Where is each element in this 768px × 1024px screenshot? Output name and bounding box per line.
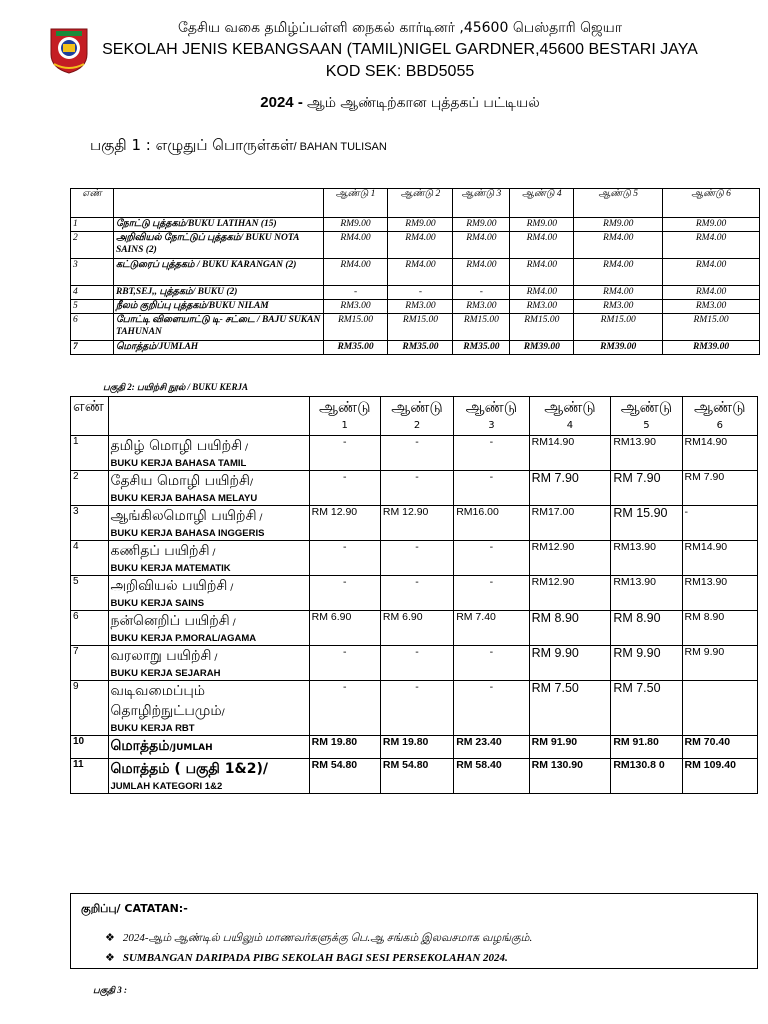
price-cell: RM14.90: [682, 541, 757, 576]
year-word: ஆண்டு: [465, 398, 518, 416]
price-cell: RM14.90: [529, 436, 611, 471]
title-year: 2024 -: [260, 94, 307, 111]
item-name-ta-text: தமிழ் மொழி பயிற்சி: [110, 438, 243, 454]
price-cell: RM 109.40: [682, 759, 757, 794]
price-cell: -: [380, 681, 453, 736]
table-row: [71, 576, 758, 611]
part1-header-cell: [113, 189, 323, 218]
price-cell: RM3.00: [510, 300, 574, 314]
part2-header-row: [71, 397, 758, 436]
item-name: நீலம் குறிப்பு புத்தகம்/BUKU NILAM: [113, 300, 323, 314]
year-header: [529, 397, 611, 436]
price-cell: -: [454, 646, 529, 681]
price-cell: RM 8.90: [529, 611, 611, 646]
part1-header-cell: எண்: [71, 189, 114, 218]
price-cell: RM 130.90: [529, 759, 611, 794]
item-name-ms: BUKU KERJA RBT: [110, 723, 195, 734]
price-cell: RM 91.90: [529, 736, 611, 759]
item-name-ta: [111, 759, 307, 781]
item-name-ms: BUKU KERJA BAHASA INGGERIS: [110, 528, 265, 539]
price-cell: RM 6.90: [380, 611, 453, 646]
table-row: [71, 436, 758, 471]
price-cell: RM 7.50: [611, 681, 682, 736]
price-cell: RM9.00: [574, 218, 663, 232]
note-bullet-2: [105, 951, 508, 964]
price-cell: RM13.90: [611, 436, 682, 471]
year-number: 6: [716, 420, 723, 431]
item-name: நோட்டு புத்தகம்/BUKU LATIHAN (15): [113, 218, 323, 232]
price-cell: RM4.00: [323, 259, 388, 286]
price-cell: RM 9.90: [529, 646, 611, 681]
price-cell: RM17.00: [529, 506, 611, 541]
item-name: [108, 736, 309, 759]
item-name-ta-text: ஆங்கிலமொழி பயிற்சி: [110, 508, 257, 524]
year-header: [682, 397, 757, 436]
note-heading: குறிப்பு/ CATATAN:-: [81, 902, 188, 915]
price-cell: RM4.00: [574, 286, 663, 300]
price-cell: -: [309, 681, 380, 736]
price-cell: -: [454, 471, 529, 506]
table-row: [71, 646, 758, 681]
table-row: [71, 259, 760, 286]
year-word: ஆண்டு: [391, 398, 443, 416]
part2-table: [70, 396, 758, 794]
part1-header-row: [71, 189, 760, 218]
price-cell: RM4.00: [663, 259, 760, 286]
part2-label: பகுதி 2: பயிற்சி நூல் / BUKU KERJA: [103, 382, 249, 392]
price-cell: RM3.00: [323, 300, 388, 314]
price-cell: RM14.90: [682, 436, 757, 471]
row-number: 2: [71, 471, 109, 506]
item-name-slash: /JUMLAH: [169, 743, 213, 753]
item-name-ta-text: மொத்தம்: [110, 738, 170, 754]
item-name-ta: [111, 541, 307, 563]
item-name-slash: /: [242, 443, 249, 453]
item-name-ta: [111, 436, 307, 458]
table-row: [71, 341, 760, 355]
price-cell: RM39.00: [663, 341, 760, 355]
note-bullet-1-text: 2024-ஆம் ஆண்டில் பயிலும் மாணவர்களுக்கு பெ.ஆ சங்கம் இலவசமாக வழங்கும்.: [122, 932, 533, 944]
table-row: [71, 300, 760, 314]
price-cell: RM9.00: [453, 218, 510, 232]
item-name-ta-text: வரலாறு பயிற்சி: [110, 648, 212, 664]
price-cell: RM 9.90: [611, 646, 682, 681]
year-number: 4: [566, 420, 574, 431]
price-cell: RM 7.90: [682, 471, 757, 506]
part1-header-cell: ஆண்டு 1: [323, 189, 388, 218]
item-name: [108, 436, 309, 471]
price-cell: RM 19.80: [309, 736, 380, 759]
row-number: 9: [71, 681, 109, 736]
price-cell: RM13.90: [611, 541, 682, 576]
item-name-ms: BUKU KERJA SAINS: [110, 598, 205, 609]
price-cell: RM4.00: [388, 232, 453, 259]
table-row: [71, 314, 760, 341]
table-row: [71, 286, 760, 300]
price-cell: RM3.00: [574, 300, 663, 314]
table-row: [71, 681, 758, 736]
table-row: [71, 218, 760, 232]
item-name-ta: [111, 681, 307, 723]
price-cell: RM13.90: [611, 576, 682, 611]
price-cell: RM 12.90: [309, 506, 380, 541]
part1-table: [70, 188, 760, 355]
table-row: [71, 759, 758, 794]
price-cell: RM 6.90: [309, 611, 380, 646]
price-cell: RM9.00: [323, 218, 388, 232]
price-cell: RM 23.40: [454, 736, 529, 759]
item-name-ms: BUKU KERJA P.MORAL/AGAMA: [110, 633, 257, 644]
price-cell: -: [323, 286, 388, 300]
row-number: 11: [71, 759, 109, 794]
price-cell: -: [380, 646, 453, 681]
item-name-ta: [111, 576, 307, 598]
item-name-ta-text: வடிவமைப்பும் தொழிற்நுட்பமும்: [110, 683, 222, 719]
row-number: 3: [71, 506, 109, 541]
price-cell: RM39.00: [574, 341, 663, 355]
price-cell: RM 54.80: [309, 759, 380, 794]
item-name: [108, 506, 309, 541]
price-cell: RM4.00: [510, 259, 574, 286]
year-number: 3: [488, 420, 495, 431]
item-header: [108, 397, 309, 436]
price-cell: RM15.00: [574, 314, 663, 341]
table-row: [71, 541, 758, 576]
price-cell: RM16.00: [454, 506, 529, 541]
price-cell: -: [453, 286, 510, 300]
year-word: ஆண்டு: [319, 398, 371, 416]
price-cell: -: [682, 506, 757, 541]
price-cell: RM4.00: [574, 259, 663, 286]
price-cell: -: [380, 436, 453, 471]
item-name-ta: [111, 611, 307, 633]
row-number: 3: [71, 259, 114, 286]
price-cell: [682, 681, 757, 736]
price-cell: -: [454, 436, 529, 471]
row-number: 7: [71, 646, 109, 681]
part3-label: பகுதி 3 :: [93, 985, 128, 995]
price-cell: RM3.00: [663, 300, 760, 314]
item-name-ms: BUKU KERJA BAHASA MELAYU: [110, 493, 258, 504]
table-row: [71, 471, 758, 506]
item-name-slash: /: [227, 583, 234, 593]
part1-header-cell: ஆண்டு 6: [663, 189, 760, 218]
diamond-bullet-icon: ❖: [105, 931, 115, 944]
part1-header-cell: ஆண்டு 5: [574, 189, 663, 218]
price-cell: RM15.00: [323, 314, 388, 341]
item-name-slash: /: [211, 653, 218, 663]
year-word: ஆண்டு: [620, 398, 673, 416]
row-number: 7: [71, 341, 114, 355]
price-cell: -: [309, 436, 380, 471]
number-header: எண்: [71, 397, 109, 436]
price-cell: RM15.00: [663, 314, 760, 341]
item-name-ms: JUMLAH KATEGORI 1&2: [110, 781, 223, 792]
row-number: 2: [71, 232, 114, 259]
price-cell: RM 54.80: [380, 759, 453, 794]
price-cell: RM 8.90: [682, 611, 757, 646]
price-cell: RM4.00: [510, 232, 574, 259]
item-name: [108, 646, 309, 681]
row-number: 6: [71, 314, 114, 341]
price-cell: RM4.00: [663, 232, 760, 259]
price-cell: RM9.00: [663, 218, 760, 232]
item-name-ms: BUKU KERJA SEJARAH: [110, 668, 221, 679]
item-name: [108, 541, 309, 576]
item-name-slash: /: [229, 618, 236, 628]
price-cell: RM3.00: [453, 300, 510, 314]
item-name-ta-text: நன்னெறிப் பயிற்சி: [110, 613, 230, 629]
item-name-ta: [111, 471, 307, 493]
item-name: [108, 611, 309, 646]
price-cell: RM39.00: [510, 341, 574, 355]
price-cell: -: [309, 541, 380, 576]
item-name: [108, 759, 309, 794]
price-cell: RM4.00: [453, 259, 510, 286]
item-name-slash: /: [209, 548, 216, 558]
price-cell: RM15.00: [510, 314, 574, 341]
item-name: போட்டி விளையாட்டு டி- சட்டை / BAJU SUKAN TAHUNAN: [113, 314, 323, 341]
price-cell: RM13.90: [682, 576, 757, 611]
item-name: கட்டுரைப் புத்தகம் / BUKU KARANGAN (2): [113, 259, 323, 286]
price-cell: -: [454, 541, 529, 576]
row-number: 6: [71, 611, 109, 646]
part1-header-cell: ஆண்டு 2: [388, 189, 453, 218]
school-logo: [48, 26, 90, 74]
row-number: 1: [71, 218, 114, 232]
row-number: 10: [71, 736, 109, 759]
price-cell: RM 8.90: [611, 611, 682, 646]
price-cell: RM 91.80: [611, 736, 682, 759]
price-cell: -: [380, 471, 453, 506]
price-cell: RM3.00: [388, 300, 453, 314]
year-header: [309, 397, 380, 436]
header-school-code: KOD SEK: BBD5055: [325, 63, 475, 80]
price-cell: -: [388, 286, 453, 300]
item-name: [108, 576, 309, 611]
price-cell: -: [309, 576, 380, 611]
price-cell: RM 7.90: [529, 471, 611, 506]
table-row: [71, 736, 758, 759]
price-cell: RM 7.40: [454, 611, 529, 646]
price-cell: RM 70.40: [682, 736, 757, 759]
row-number: 4: [71, 286, 114, 300]
price-cell: RM35.00: [388, 341, 453, 355]
header-tamil: தேசிய வகை தமிழ்ப்பள்ளி நைகல் கார்டினர் ,45600 பெஸ்தாரி ஜெயா: [177, 20, 623, 36]
price-cell: RM4.00: [510, 286, 574, 300]
year-header: [611, 397, 682, 436]
price-cell: RM4.00: [453, 232, 510, 259]
item-name-slash: /: [221, 708, 225, 718]
header-school-name: SEKOLAH JENIS KEBANGSAAN (TAMIL)NIGEL GARDNER,45600 BESTARI JAYA: [102, 41, 698, 58]
item-name-ta-text: அறிவியல் பயிற்சி: [110, 578, 228, 594]
item-name-ms: BUKU KERJA MATEMATIK: [110, 563, 231, 574]
year-header: [380, 397, 453, 436]
item-name: RBT,SEJ,, புத்தகம்/ BUKU (2): [113, 286, 323, 300]
price-cell: -: [454, 681, 529, 736]
price-cell: RM 15.90: [611, 506, 682, 541]
part1-label-ta: பகுதி 1 : எழுதுப் பொருள்கள்: [90, 136, 294, 154]
price-cell: -: [309, 471, 380, 506]
item-name-slash: /: [249, 478, 254, 488]
price-cell: -: [454, 576, 529, 611]
row-number: 5: [71, 300, 114, 314]
part1-label: [90, 136, 387, 156]
price-cell: -: [309, 646, 380, 681]
title-text: ஆம் ஆண்டிற்கான புத்தகப் பட்டியல்: [306, 95, 540, 111]
item-name-ta-text: கணிதப் பயிற்சி: [110, 543, 210, 559]
year-word: ஆண்டு: [694, 398, 746, 416]
note-box: [70, 893, 758, 969]
price-cell: RM35.00: [323, 341, 388, 355]
table-row: [71, 506, 758, 541]
item-name: மொத்தம்/JUMLAH: [113, 341, 323, 355]
price-cell: RM9.00: [510, 218, 574, 232]
price-cell: RM4.00: [663, 286, 760, 300]
item-name-ta: [111, 736, 307, 758]
item-name-ta-text: மொத்தம் ( பகுதி 1&2)/: [110, 761, 268, 777]
item-name: அறிவியல் நோட்டுப் புத்தகம்/ BUKU NOTA SAINS (2): [113, 232, 323, 259]
price-cell: -: [380, 576, 453, 611]
part1-label-ms: / BAHAN TULISAN: [293, 141, 387, 153]
year-word: ஆண்டு: [544, 398, 596, 416]
price-cell: RM130.8 0: [611, 759, 682, 794]
part1-header-cell: ஆண்டு 3: [453, 189, 510, 218]
diamond-bullet-icon: ❖: [105, 951, 115, 964]
price-cell: -: [380, 541, 453, 576]
note-bullet-1: [105, 931, 532, 946]
price-cell: RM 9.90: [682, 646, 757, 681]
price-cell: RM9.00: [388, 218, 453, 232]
item-name: [108, 471, 309, 506]
item-name-ms: BUKU KERJA BAHASA TAMIL: [110, 458, 247, 469]
table-row: [71, 232, 760, 259]
note-bullet-2-text: SUMBANGAN DARIPADA PIBG SEKOLAH BAGI SESI PERSEKOLAHAN 2024.: [122, 952, 508, 964]
price-cell: RM 12.90: [380, 506, 453, 541]
price-cell: RM4.00: [574, 232, 663, 259]
row-number: 5: [71, 576, 109, 611]
item-name: [108, 681, 309, 736]
price-cell: RM4.00: [323, 232, 388, 259]
price-cell: RM35.00: [453, 341, 510, 355]
year-number: 5: [643, 420, 650, 431]
part1-header-cell: ஆண்டு 4: [510, 189, 574, 218]
item-name-ta: [111, 646, 307, 668]
price-cell: RM 58.40: [454, 759, 529, 794]
price-cell: RM15.00: [453, 314, 510, 341]
item-name-ta: [111, 506, 307, 528]
price-cell: RM4.00: [388, 259, 453, 286]
price-cell: RM 7.50: [529, 681, 611, 736]
year-number: 1: [341, 420, 348, 431]
price-cell: RM 19.80: [380, 736, 453, 759]
table-row: [71, 611, 758, 646]
price-cell: RM12.90: [529, 576, 611, 611]
price-cell: RM15.00: [388, 314, 453, 341]
item-name-ta-text: தேசிய மொழி பயிற்சி: [110, 473, 250, 489]
price-cell: RM 7.90: [611, 471, 682, 506]
price-cell: RM12.90: [529, 541, 611, 576]
row-number: 4: [71, 541, 109, 576]
row-number: 1: [71, 436, 109, 471]
year-number: 2: [413, 420, 421, 431]
page-title: [100, 94, 700, 113]
item-name-slash: /: [256, 513, 263, 523]
year-header: [454, 397, 529, 436]
